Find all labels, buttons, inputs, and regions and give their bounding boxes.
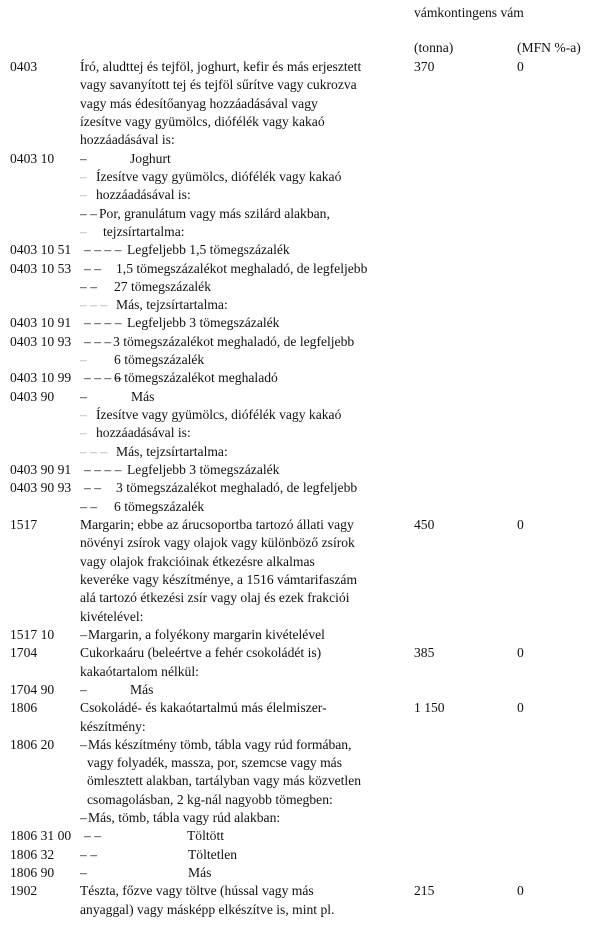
description-text: Legfeljebb 3 tömegszázalék — [127, 462, 280, 478]
indent-dash: – — [80, 187, 87, 203]
indent-dash: – — [80, 865, 87, 881]
indent-dash: – – — [84, 260, 101, 276]
description-text: hozzáadásával is: — [96, 425, 191, 441]
mfn-duty: 0 — [517, 645, 524, 661]
table-row — [0, 352, 611, 368]
description-text: vagy más édesítőanyag hozzáadásával vagy — [80, 95, 318, 111]
table-row — [0, 737, 611, 753]
table-row — [0, 883, 611, 899]
table-row — [0, 590, 611, 606]
description-text: vagy folyadék, massza, por, szemcse vagy más — [87, 755, 343, 771]
indent-dash: – — [80, 681, 87, 697]
tariff-code: 0403 90 93 — [10, 480, 72, 496]
description-text: növényi zsírok vagy olajok vagy különböző zsírok — [80, 535, 355, 551]
tariff-code: 1704 90 — [10, 681, 55, 697]
quota-tonnes: 1 150 — [414, 700, 445, 716]
column-header-mfn: (MFN %-a) — [517, 40, 581, 55]
quota-tonnes: 450 — [414, 517, 435, 532]
description-text: Legfeljebb 3 tömegszázalék — [127, 315, 280, 331]
table-row — [0, 517, 611, 533]
indent-dash: – – – — [84, 333, 112, 349]
indent-dash: – – — [80, 278, 97, 294]
table-row — [0, 792, 611, 808]
table-row — [0, 755, 611, 771]
description-text: 6 tömegszázalék — [114, 352, 205, 368]
description-text: 1,5 tömegszázalékot meghaladó, de legfeljebb — [116, 260, 368, 276]
tariff-code: 1517 — [10, 517, 38, 532]
tariff-code: 0403 10 91 — [10, 315, 72, 331]
table-row — [0, 480, 611, 496]
indent-dash: – — [80, 150, 87, 166]
indent-dash: – – — [84, 480, 101, 496]
table-row — [0, 609, 611, 625]
table-row — [0, 242, 611, 258]
indent-dash: – — [80, 810, 87, 826]
quota-tonnes: 385 — [414, 645, 435, 661]
description-text: 3 tömegszázalékot meghaladó, de legfeljebb — [113, 333, 355, 349]
description-text: anyaggal) vagy másképp elkészítve is, mint pl. — [80, 901, 335, 917]
indent-dash: – — [80, 223, 87, 239]
table-row — [0, 847, 611, 863]
table-row — [0, 96, 611, 112]
description-text: Tészta, főzve vagy töltve (hússal vagy más — [80, 883, 314, 899]
description-text: Más — [130, 681, 154, 697]
description-text: Cukorkaáru (beleértve a fehér csokoládét is) — [80, 645, 322, 661]
table-row — [0, 828, 611, 844]
tariff-code: 1806 20 — [10, 736, 55, 752]
tariff-code: 1806 32 — [10, 846, 55, 862]
description-text: Más készítmény tömb, tábla vagy rúd formában, — [88, 736, 352, 752]
description-text: 6 tömegszázalékot meghaladó — [114, 370, 278, 386]
tariff-code: 0403 10 51 — [10, 242, 72, 258]
indent-dash: – – — [84, 828, 101, 844]
indent-dash: – – – – — [84, 315, 122, 331]
table-row — [0, 407, 611, 423]
indent-dash: – – – – — [84, 242, 122, 258]
indent-dash: – — [80, 407, 87, 423]
table-row — [0, 499, 611, 515]
table-row — [0, 224, 611, 240]
table-row — [0, 279, 611, 295]
indent-dash: – – — [80, 846, 97, 862]
table-row — [0, 664, 611, 680]
description-text: Ízesítve vagy gyümölcs, diófélék vagy kakaó — [96, 168, 342, 184]
description-text: Író, aludttej és tejföl, joghurt, kefir és más erjesztett — [80, 59, 362, 74]
quota-tonnes: 215 — [414, 883, 435, 899]
table-row — [0, 77, 611, 93]
tariff-code: 1806 — [10, 700, 38, 716]
table-row — [0, 169, 611, 185]
description-text: ízesítve vagy gyümölcs, diófélék vagy kakaó — [80, 113, 325, 129]
indent-dash: – — [80, 352, 87, 368]
table-row — [0, 261, 611, 277]
description-text: Ízesítve vagy gyümölcs, diófélék vagy kakaó — [96, 407, 342, 423]
indent-dash: – — [80, 736, 87, 752]
column-group-header: vámkontingens vám — [414, 5, 524, 20]
table-row — [0, 315, 611, 331]
indent-dash: – – – — [80, 443, 108, 459]
table-row — [0, 810, 611, 826]
indent-dash: – — [80, 425, 87, 441]
table-row — [0, 902, 611, 918]
description-text: alá tartozó étkezési zsír vagy olaj és ezek frakciói — [80, 590, 350, 606]
description-text: Más, tömb, tábla vagy rúd alakban: — [88, 810, 281, 826]
description-text: csomagolásban, 2 kg-nál nagyobb tömegben: — [87, 791, 333, 807]
description-text: 27 tömegszázalék — [114, 278, 212, 294]
tariff-code: 0403 10 53 — [10, 260, 72, 276]
table-row — [0, 700, 611, 716]
tariff-code: 1806 31 00 — [10, 828, 72, 844]
description-text: Legfeljebb 1,5 tömegszázalék — [127, 242, 290, 258]
description-text: keveréke vagy készítménye, a 1516 vámtarifaszám — [80, 571, 358, 587]
column-header-tonna: (tonna) — [414, 40, 454, 55]
indent-dash: – — [80, 388, 87, 404]
table-row — [0, 206, 611, 222]
table-row — [0, 462, 611, 478]
description-text: hozzáadásával is: — [80, 132, 175, 148]
quota-tonnes: 370 — [414, 59, 435, 74]
description-text: vagy olajok frakcióinak étkezésre alkalmas — [80, 553, 315, 569]
description-text: Margarin; ebbe az árucsoportba tartozó állati vagy — [80, 517, 354, 532]
indent-dash: – – — [80, 498, 97, 514]
table-row — [0, 444, 611, 460]
description-text: Joghurt — [130, 150, 171, 166]
description-text: Por, granulátum vagy más szilárd alakban, — [99, 205, 330, 221]
table-row — [0, 59, 611, 75]
tariff-code: 0403 10 99 — [10, 370, 72, 386]
mfn-duty: 0 — [517, 883, 524, 899]
indent-dash: – – – — [80, 297, 108, 313]
description-text: kivételével: — [80, 608, 144, 624]
table-row — [0, 334, 611, 350]
tariff-code: 0403 — [10, 59, 38, 74]
indent-dash: – — [80, 168, 87, 184]
description-text: ömlesztett alakban, tartályban vagy más közvetlen — [87, 773, 362, 789]
description-text: készítmény: — [80, 718, 146, 734]
table-row — [0, 297, 611, 313]
tariff-code: 0403 10 93 — [10, 333, 72, 349]
tariff-code: 0403 90 91 — [10, 462, 72, 478]
table-row — [0, 389, 611, 405]
table-row — [0, 645, 611, 661]
description-text: Töltött — [187, 828, 225, 844]
mfn-duty: 0 — [517, 59, 524, 74]
indent-dash: – – – – — [84, 462, 122, 478]
description-text: tejzsírtartalma: — [103, 223, 185, 239]
description-text: hozzáadásával is: — [96, 187, 191, 203]
tariff-code: 0403 10 — [10, 150, 55, 166]
table-row — [0, 187, 611, 203]
description-text: 3 tömegszázalékot meghaladó, de legfeljebb — [116, 480, 358, 496]
indent-dash: – — [80, 626, 87, 642]
description-text: vagy savanyított tej és tejföl sűrítve vagy cukrozva — [80, 77, 357, 93]
indent-dash: – – – – — [84, 370, 122, 386]
table-row — [0, 865, 611, 881]
description-text: Más — [131, 388, 155, 404]
table-row — [0, 132, 611, 148]
description-text: Töltetlen — [188, 846, 238, 862]
table-row — [0, 572, 611, 588]
mfn-duty: 0 — [517, 700, 524, 716]
table-row — [0, 370, 611, 386]
tariff-code: 1806 90 — [10, 865, 55, 881]
table-row — [0, 151, 611, 167]
table-row — [0, 425, 611, 441]
table-row — [0, 682, 611, 698]
description-text: Más — [188, 865, 212, 881]
table-row — [0, 719, 611, 735]
tariff-code: 1704 — [10, 645, 38, 661]
description-text: Más, tejzsírtartalma: — [116, 443, 228, 459]
description-text: Margarin, a folyékony margarin kivételével — [88, 626, 325, 642]
tariff-code: 1902 — [10, 883, 38, 899]
mfn-duty: 0 — [517, 517, 524, 532]
table-row — [0, 114, 611, 130]
description-text: Csokoládé- és kakaótartalmú más élelmiszer- — [80, 700, 327, 716]
tariff-code: 1517 10 — [10, 626, 55, 642]
table-row — [0, 773, 611, 789]
table-row — [0, 627, 611, 643]
tariff-code: 0403 90 — [10, 388, 55, 404]
indent-dash: – – — [80, 205, 97, 221]
description-text: 6 tömegszázalék — [114, 498, 205, 514]
table-row — [0, 535, 611, 551]
table-row — [0, 554, 611, 570]
description-text: kakaótartalom nélkül: — [80, 663, 199, 679]
description-text: Más, tejzsírtartalma: — [116, 297, 228, 313]
